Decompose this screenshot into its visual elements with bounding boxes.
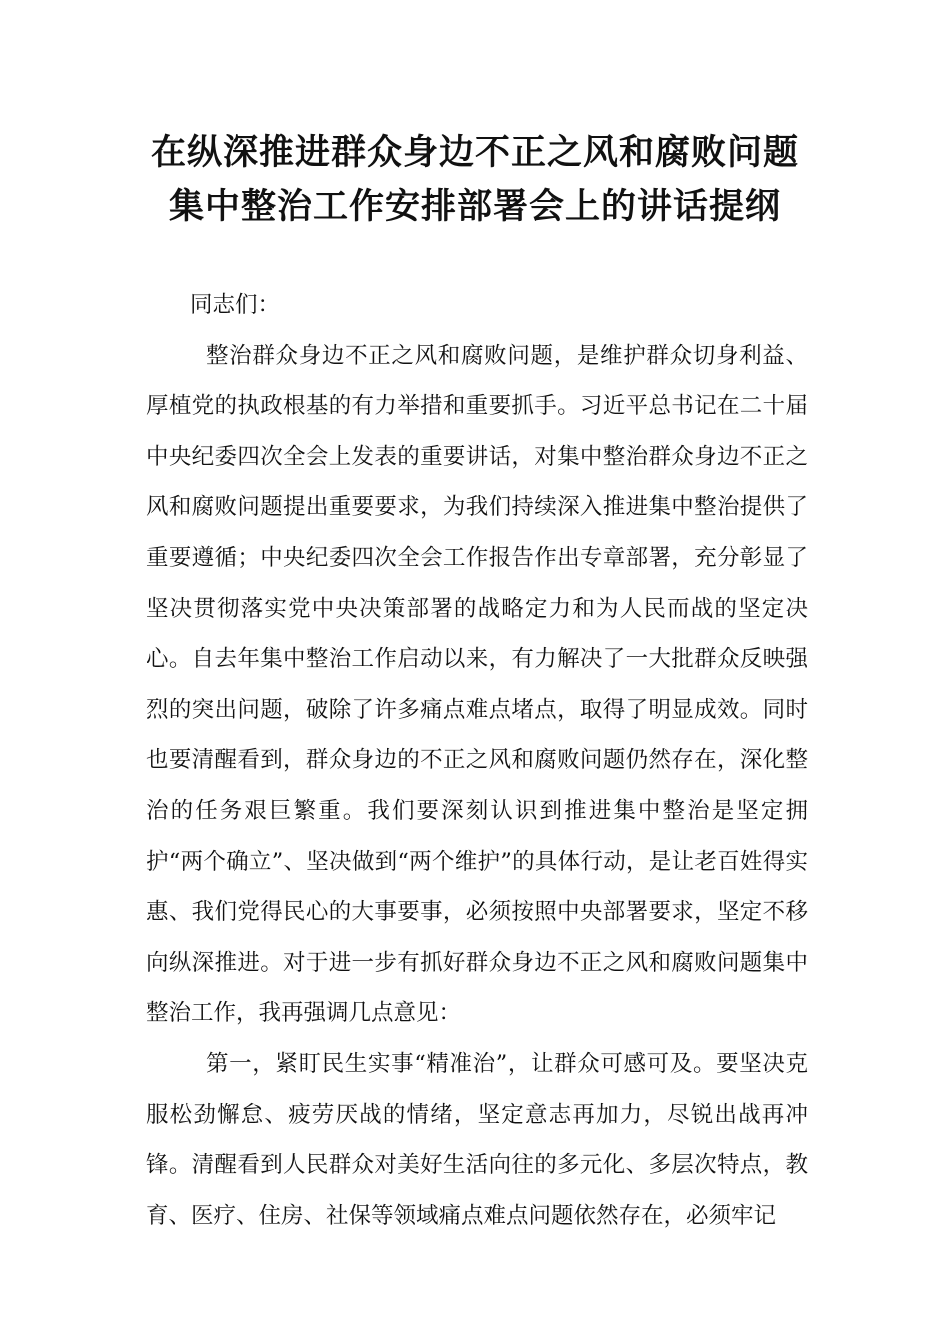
document-title-line-2: 集中整治工作安排部署会上的讲话提纲	[168, 187, 781, 227]
document-title-line-1: 在纵深推进群众身边不正之风和腐败问题	[150, 133, 799, 173]
salutation: 同志们：	[190, 292, 281, 318]
paragraph-intro: 整治群众身边不正之风和腐败问题，是维护群众切身利益、厚植党的执政根基的有力举措和重要抓手。习近平总书记在二十届中央纪委四次全会上发表的重要讲话，对集中整治群众身边不正之风和腐败问题提出重要要求，为我们持续深入推进集中整治提供了重要遵循；中央纪委四次全会工作报告作出专章部署，充分彰显了坚决贯彻落实党中央决策部署的战略定力和为人民而战的坚定决心。自去年集中整治工作启动以来，有力解决了一大批群众反映强烈的突出问题，破除了许多痛点难点堵点，取得了明显成效。同时也要清醒看到，群众身边的不正之风和腐败问题仍然存在，深化整治的任务艰巨繁重。我们要深刻认识到推进集中整治是坚定拥护“两个确立”、坚决做到“两个维护”的具体行动，是让老百姓得实惠、我们党得民心的大事要事，必须按照中央部署要求，坚定不移向纵深推进。对于进一步有抓好群众身边不正之风和腐败问题集中整治工作，我再强调几点意见：	[146, 342, 808, 1027]
document-body	[146, 280, 808, 1241]
paragraph-point-one: 第一，紧盯民生实事“精准治”，让群众可感可及。要坚决克服松劲懈怠、疲劳厌战的情绪，坚定意志再加力，尽锐出战再冲锋。清醒看到人民群众对美好生活向往的多元化、多层次特点，教育、医疗、住房、社保等领域痛点难点问题依然存在，必须牢记	[146, 1050, 808, 1229]
